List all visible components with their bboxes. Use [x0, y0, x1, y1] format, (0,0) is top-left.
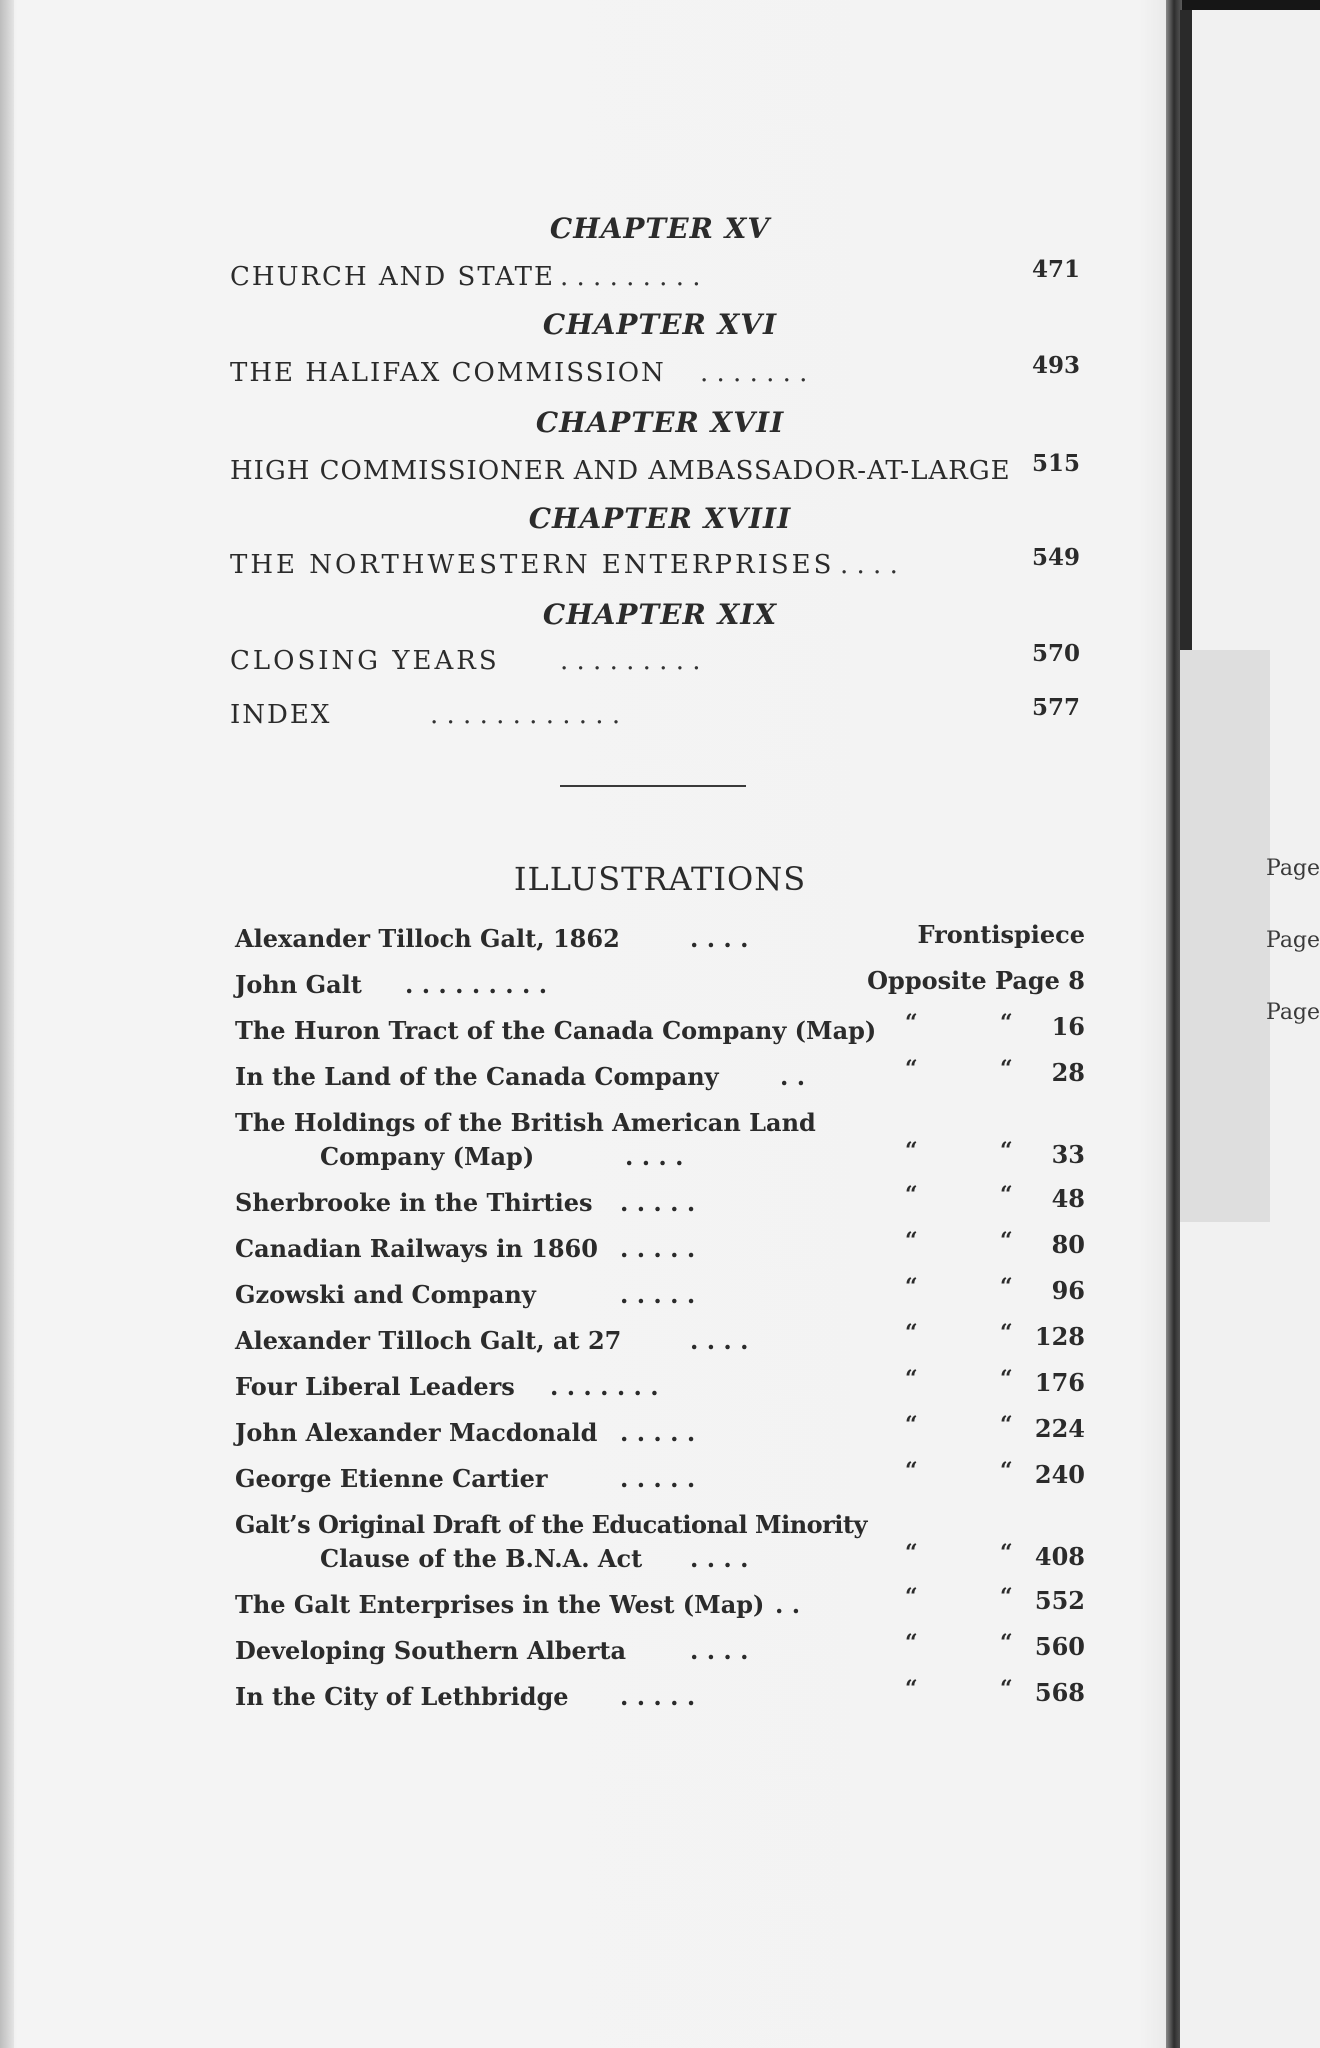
- illustration-page: 552: [1034, 1586, 1085, 1615]
- illustration-page: 240: [1034, 1460, 1085, 1489]
- ditto-mark: “: [1000, 1320, 1013, 1346]
- toc-leader-dots: . . . . . . . . .: [560, 262, 701, 292]
- illustration-page: 176: [1034, 1368, 1085, 1397]
- ditto-mark: “: [905, 1540, 918, 1566]
- toc-title: CLOSING YEARS: [230, 646, 500, 676]
- illustration-title: Alexander Tilloch Galt, 1862: [235, 924, 620, 953]
- ditto-mark: “: [1000, 1676, 1013, 1702]
- ditto-mark: “: [1000, 1458, 1013, 1484]
- toc-entry: [230, 450, 1080, 492]
- ditto-mark: “: [905, 1274, 918, 1300]
- illustration-page: 568: [1034, 1678, 1085, 1707]
- leader-dots: . . . .: [690, 1326, 749, 1355]
- right-page-label: Page: [1266, 928, 1320, 953]
- toc-entry: [230, 256, 1080, 298]
- ditto-mark: “: [1000, 1228, 1013, 1254]
- illustration-title: Sherbrooke in the Thirties: [235, 1188, 593, 1217]
- chapter-heading: CHAPTER XVIII: [528, 502, 792, 535]
- toc-page-number: 493: [1031, 352, 1080, 379]
- illustration-title: John Alexander Macdonald: [235, 1418, 598, 1447]
- illustration-page: Opposite Page 8: [867, 966, 1085, 995]
- ditto-mark: “: [1000, 1056, 1013, 1082]
- toc-title: HIGH COMMISSIONER AND AMBASSADOR-AT-LARGE: [230, 456, 1011, 486]
- illustration-page: 16: [1051, 1012, 1085, 1041]
- leader-dots: . . . . .: [620, 1188, 696, 1217]
- toc-leader-dots: . . . . . . .: [700, 358, 808, 388]
- illustration-title: Canadian Railways in 1860: [235, 1234, 598, 1263]
- leader-dots: . . . . .: [620, 1234, 696, 1263]
- illustration-title: The Galt Enterprises in the West (Map): [235, 1590, 765, 1619]
- toc-title: INDEX: [230, 700, 332, 730]
- illustration-page: 28: [1051, 1058, 1085, 1087]
- leader-dots: . . . . .: [620, 1280, 696, 1309]
- toc-title: CHURCH AND STATE: [230, 262, 555, 292]
- illustration-title: George Etienne Cartier: [235, 1464, 548, 1493]
- ditto-mark: “: [1000, 1630, 1013, 1656]
- chapter-heading: CHAPTER XVI: [542, 308, 778, 341]
- toc-page-number: 515: [1031, 450, 1080, 477]
- illustrations-heading: ILLUSTRATIONS: [513, 860, 807, 898]
- ditto-mark: “: [905, 1366, 918, 1392]
- illustration-page: Frontispiece: [917, 920, 1085, 949]
- leader-dots: . .: [780, 1062, 806, 1091]
- illustration-page: 224: [1034, 1414, 1085, 1443]
- toc-entry: [230, 694, 1080, 736]
- illustration-title: Four Liberal Leaders: [235, 1372, 515, 1401]
- illustration-title: The Huron Tract of the Canada Company (Map): [235, 1016, 877, 1045]
- illustration-title-continued: Clause of the B.N.A. Act: [320, 1544, 643, 1573]
- ditto-mark: “: [905, 1182, 918, 1208]
- toc-entry: [230, 352, 1080, 394]
- illustration-title: Alexander Tilloch Galt, at 27: [235, 1326, 622, 1355]
- chapter-heading: CHAPTER XV: [549, 212, 771, 245]
- illustration-page: 96: [1051, 1276, 1085, 1305]
- leader-dots: . . . . .: [620, 1682, 696, 1711]
- illustration-page: 560: [1034, 1632, 1085, 1661]
- illustration-title: Developing Southern Alberta: [235, 1636, 627, 1665]
- leader-dots: . . . . .: [620, 1418, 696, 1447]
- illustration-page: 33: [1051, 1140, 1085, 1169]
- ditto-mark: “: [905, 1320, 918, 1346]
- leader-dots: . . . .: [690, 924, 749, 953]
- ditto-mark: “: [1000, 1412, 1013, 1438]
- toc-leader-dots: . . . .: [840, 550, 898, 580]
- ditto-mark: “: [905, 1056, 918, 1082]
- ditto-mark: “: [905, 1010, 918, 1036]
- toc-leader-dots: . . . . . . . . .: [560, 646, 701, 676]
- illustration-title: John Galt: [235, 970, 362, 999]
- ditto-mark: “: [1000, 1274, 1013, 1300]
- illustration-page: 128: [1034, 1322, 1085, 1351]
- ditto-mark: “: [905, 1584, 918, 1610]
- toc-entry: [230, 640, 1080, 682]
- ditto-mark: “: [1000, 1584, 1013, 1610]
- leader-dots: . . . . . . . . .: [405, 970, 548, 999]
- toc-title: THE NORTHWESTERN ENTERPRISES: [230, 550, 835, 580]
- toc-title: THE HALIFAX COMMISSION: [230, 358, 666, 388]
- illustration-page: 408: [1034, 1542, 1085, 1571]
- illustration-title-continued: Company (Map): [320, 1142, 535, 1171]
- toc-page-number: 471: [1031, 256, 1080, 283]
- ditto-mark: “: [1000, 1138, 1013, 1164]
- chapter-heading: CHAPTER XVII: [535, 406, 785, 439]
- right-page-label: Page: [1266, 856, 1320, 881]
- illustration-title: The Holdings of the British American Land: [235, 1108, 816, 1137]
- ditto-mark: “: [905, 1412, 918, 1438]
- ditto-mark: “: [1000, 1366, 1013, 1392]
- leader-dots: . . . . .: [620, 1464, 696, 1493]
- right-page-label: Page: [1266, 1000, 1320, 1025]
- ditto-mark: “: [905, 1458, 918, 1484]
- leader-dots: . . . .: [690, 1636, 749, 1665]
- ditto-mark: “: [905, 1138, 918, 1164]
- toc-page-number: 570: [1031, 640, 1080, 667]
- ditto-mark: “: [905, 1228, 918, 1254]
- illustration-title: In the City of Lethbridge: [235, 1682, 569, 1711]
- chapter-heading: CHAPTER XIX: [542, 598, 778, 631]
- section-divider: [560, 785, 746, 787]
- leader-dots: . . . .: [690, 1544, 749, 1573]
- ditto-mark: “: [1000, 1540, 1013, 1566]
- ditto-mark: “: [1000, 1182, 1013, 1208]
- illustration-title: In the Land of the Canada Company: [235, 1062, 719, 1091]
- leader-dots: . . . .: [625, 1142, 684, 1171]
- ditto-mark: “: [1000, 1010, 1013, 1036]
- leader-dots: . .: [775, 1590, 801, 1619]
- toc-leader-dots: . . . . . . . . . . . .: [430, 700, 621, 730]
- right-page-block: [1180, 650, 1270, 1222]
- illustration-title: Galt’s Original Draft of the Educational Minority: [235, 1510, 867, 1539]
- ditto-mark: “: [905, 1630, 918, 1656]
- illustration-page: 48: [1051, 1184, 1085, 1213]
- illustration-title: Gzowski and Company: [235, 1280, 536, 1309]
- toc-entry: [230, 544, 1080, 586]
- illustration-page: 80: [1051, 1230, 1085, 1259]
- ditto-mark: “: [905, 1676, 918, 1702]
- toc-page-number: 577: [1031, 694, 1080, 721]
- toc-page-number: 549: [1031, 544, 1080, 571]
- leader-dots: . . . . . . .: [550, 1372, 659, 1401]
